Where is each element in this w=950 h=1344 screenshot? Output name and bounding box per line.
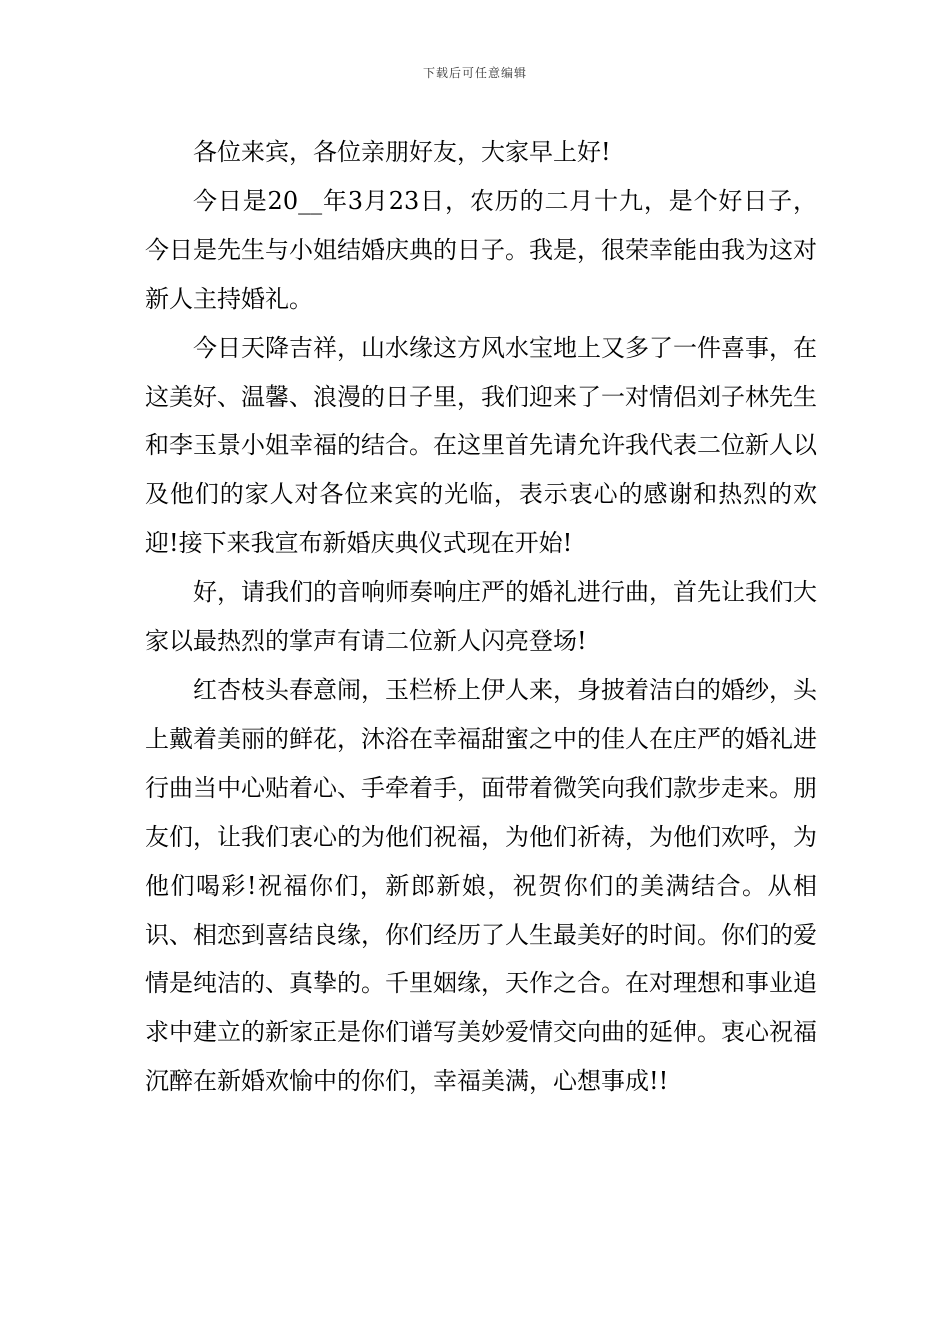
document-body xyxy=(145,128,817,1106)
header-note: 下载后可任意编辑 xyxy=(422,66,527,80)
paragraph-entrance: 好，请我们的音响师奏响庄严的婚礼进行曲，首先让我们大家以最热烈的掌声有请二位新人闪亮登场! xyxy=(145,578,817,656)
paragraph-wishes: 红杏枝头春意闹，玉栏桥上伊人来，身披着洁白的婚纱，头上戴着美丽的鲜花，沐浴在幸福甜蜜之中的佳人在庄严的婚礼进行曲当中心贴着心、手牵着手，面带着微笑向我们款步走来。朋友们，让我们衷心的为他们祝福，为他们祈祷，为他们欢呼，为他们喝彩!祝福你们，新郎新娘，祝贺你们的美满结合。从相识、相恋到喜结良缘，你们经历了人生最美好的时间。你们的爱情是纯洁的、真挚的。千里姻缘，天作之合。在对理想和事业追求中建立的新家正是你们谱写美妙爱情交向曲的延伸。衷心祝福沉醉在新婚欢愉中的你们，幸福美满，心想事成!! xyxy=(145,675,817,1096)
paragraph-blessing: 今日天降吉祥，山水缘这方风水宝地上又多了一件喜事，在这美好、温馨、浪漫的日子里，我们迎来了一对情侣刘子林先生和李玉景小姐幸福的结合。在这里首先请允许我代表二位新人以及他们的家人对各位来宾的光临，表示衷心的感谢和热烈的欢迎!接下来我宣布新婚庆典仪式现在开始! xyxy=(145,333,817,558)
paragraph-greeting: 各位来宾，各位亲朋好友，大家早上好! xyxy=(193,138,611,166)
paragraph-date: 今日是20__年3月23日，农历的二月十九，是个好日子，今日是先生与小姐结婚庆典的日子。我是，很荣幸能由我为这对新人主持婚礼。 xyxy=(145,186,817,313)
